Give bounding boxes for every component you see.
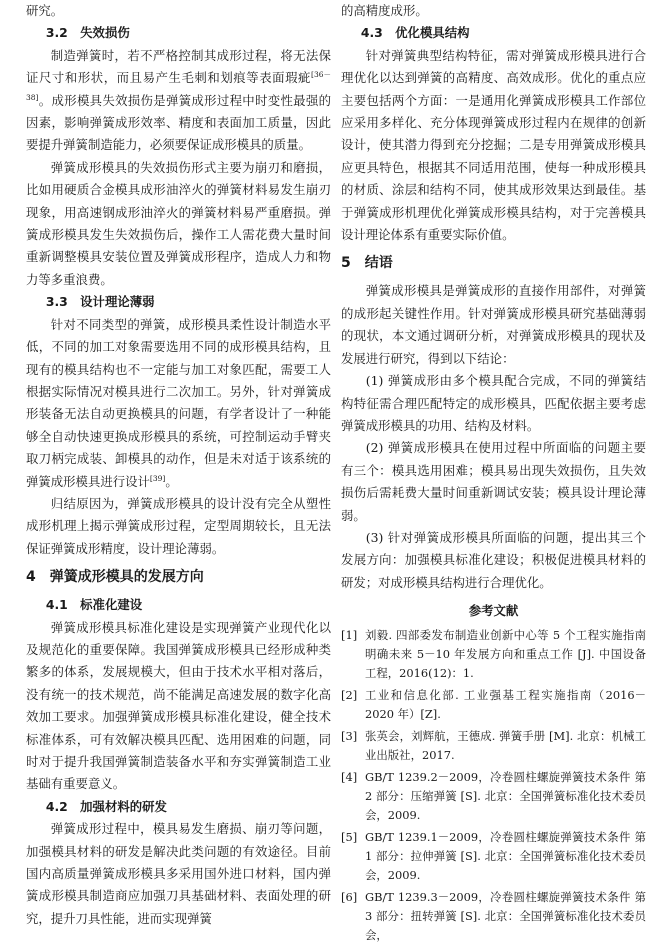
section-heading: 4 弹簧成形模具的发展方向 xyxy=(26,569,204,586)
paragraph: 弹簧成形模具是弹簧成形的直接作用部件，对弹簧的成形起关键性作用。针对弹簧成形模具研究基础薄弱的现状，本文通过调研分析，对弹簧成形模具的现状及发展进行研究，得到以下结论： xyxy=(341,283,646,366)
citation: [39] xyxy=(149,473,166,483)
reference-item: [6] GB/T 1239.3－2009，冷卷圆柱螺旋弹簧技术条件 第 3 部分：扭转弹簧 [S]. 北京：全国弹簧标准化技术委员会， xyxy=(341,890,646,943)
subsection-heading: 4.3 优化模具结构 xyxy=(360,25,470,41)
paragraph: 针对不同类型的弹簧，成形模具柔性设计制造水平低，不同的加工对象需要选用不同的成形模具结构，且现有的模具结构也不一定能与加工对象匹配，需要工人根据实际情况对模具进行二次加工。另外，针对弹簧成形装备无法自动更换模具的问题，有学者设计了一种能够全自动快速更换成形模具的系统，可控制运动手臂夹取刀柄完成装、卸模具的动作，但是未对适于该系统的弹簧成形模具进行设计[39]。 xyxy=(26,316,331,489)
subsection-heading: 3.3 设计理论薄弱 xyxy=(45,294,155,310)
reference-item: [4] GB/T 1239.2－2009，冷卷圆柱螺旋弹簧技术条件 第 2 部分：压缩弹簧 [S]. 北京：全国弹簧标准化技术委员会，2009. xyxy=(341,770,646,823)
paragraph: 的高精度成形。 xyxy=(341,3,428,18)
right-column xyxy=(341,0,646,948)
subsection-heading: 4.2 加强材料的研发 xyxy=(45,798,167,814)
reference-list xyxy=(341,626,646,945)
conclusion-item: (3) 针对弹簧成形模具所面临的问题，提出其三个发展方向：加强模具标准化建设；积极促进模具材料的研发；对成形模具结构进行合理优化。 xyxy=(341,529,646,590)
paragraph: 归结原因为，弹簧成形模具的设计没有完全从塑性成形机理上揭示弹簧成形过程，定型周期较长，且无法保证弹簧成形精度，设计理论薄弱。 xyxy=(26,495,331,556)
left-column xyxy=(26,0,331,930)
reference-item: [3] 张英会，刘辉航，王德成. 弹簧手册 [M]. 北京：机械工业出版社，2017. xyxy=(341,729,646,763)
reference-item: [5] GB/T 1239.1－2009，冷卷圆柱螺旋弹簧技术条件 第 1 部分：拉伸弹簧 [S]. 北京：全国弹簧标准化技术委员会，2009. xyxy=(341,830,646,883)
subsection-heading: 4.1 标准化建设 xyxy=(45,597,143,613)
conclusion-item: (1) 弹簧成形由多个模具配合完成，不同的弹簧结构特征需合理匹配特定的成形模具，匹配依据主要考虑弹簧成形模具的功用、结构及材料。 xyxy=(341,373,646,433)
reference-item: [1] 刘毅. 四部委发布制造业创新中心等 5 个工程实施指南 明确未来 5－10 年发展方向和重点工作 [J]. 中国设备工程，2016(12)：1. xyxy=(341,628,646,681)
subsection-heading: 3.2 失效损伤 xyxy=(45,25,130,41)
references-heading: 参考文献 xyxy=(468,603,519,619)
paragraph: 弹簧成形过程中，模具易发生磨损、崩刃等问题，加强模具材料的研发是解决此类问题的有效途径。目前国内高质量弹簧成形模具多采用国外进口材料，国内弹簧成形模具制造商应加强刀具基础材料、表面处理的研究，提升刀具性能，进而实现弹簧 xyxy=(26,821,331,926)
reference-item: [2] 工业和信息化部. 工业强基工程实施指南（2016－2020 年）[Z]. xyxy=(341,688,646,722)
paragraph: 制造弹簧时，若不严格控制其成形过程，将无法保证尺寸和形状，而且易产生毛刺和划痕等表面瑕疵[36－38]。成形模具失效损伤是弹簧成形过程中时变性最强的因素，影响弹簧成形效率、精度和表面加工质量，因此要提升弹簧制造能力，必须要保证成形模具的质量。 xyxy=(26,47,331,153)
paragraph: 研究。 xyxy=(26,3,64,18)
paragraph: 弹簧成形模具的失效损伤形式主要为崩刃和磨损，比如用硬质合金模具成形油淬火的弹簧材料易发生崩刃现象，用高速钢成形油淬火的弹簧材料易严重磨损。弹簧成形模具发生失效损伤后，操作工人需花费大量时间重新调整模具安装位置及弹簧成形程序，造成人力和物力等多重浪费。 xyxy=(26,159,331,287)
citation: [36－38] xyxy=(26,70,331,102)
paragraph: 弹簧成形模具标准化建设是实现弹簧产业现代化以及规范化的重要保障。我国弹簧成形模具已经形成种类繁多的体系，发展规模大，但由于技术水平相对落后，没有统一的技术规范，尚不能满足高速发展的数字化高效加工要求。加强弹簧成形模具标准化建设，健全技术标准体系，可有效解决模具匹配、选用困难的问题，同时对于提升我国弹簧制造装备水平和夯实弹簧制造工业基础有重要意义。 xyxy=(26,619,331,792)
paragraph: 针对弹簧典型结构特征，需对弹簧成形模具进行合理优化以达到弹簧的高精度、高效成形。优化的重点应主要包括两个方面：一是通用化弹簧成形模具工作部位应采用多样化、充分体现弹簧成形过程内在规律的创新设计，使其潜力得到充分挖掘；二是专用弹簧成形模具应更具特色，根据其不同适用范围，使每一种成形模具的材质、涂层和结构不同，使其成形效果达到最佳。基于弹簧成形机理优化弹簧成形模具结构，对于完善模具设计理论体系有重要实际价值。 xyxy=(341,47,646,243)
conclusion-item: (2) 弹簧成形模具在使用过程中所面临的问题主要有三个：模具选用困难；模具易出现失效损伤，且失效损伤后需耗费大量时间重新调试安装；模具设计理论薄弱。 xyxy=(341,440,646,523)
section-heading: 5 结语 xyxy=(341,255,393,272)
